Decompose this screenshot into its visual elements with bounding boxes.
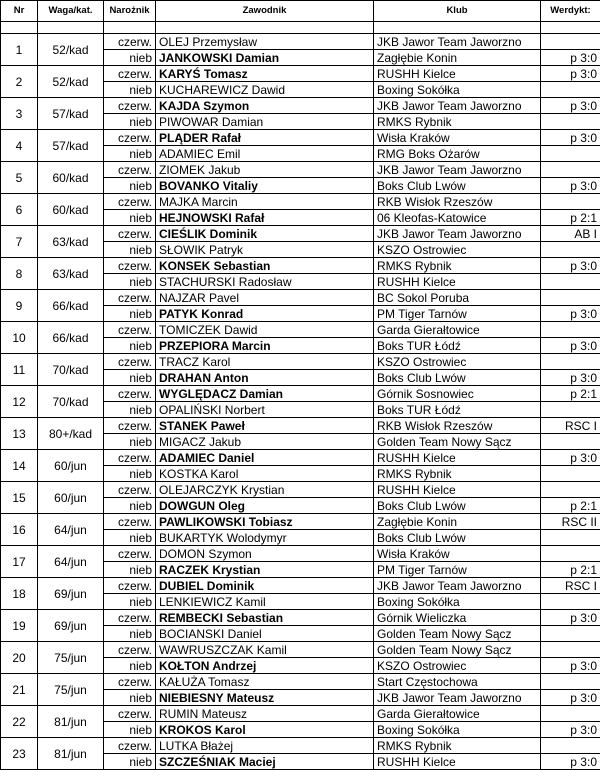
club-name: JKB Jawor Team Jaworzno <box>374 34 541 50</box>
bouts-body <box>1 34 600 770</box>
spacer-cell <box>1 22 38 34</box>
bout-number: 4 <box>1 130 38 162</box>
fighter-name: MIGACZ Jakub <box>156 434 374 450</box>
club-name: PM Tiger Tarnów <box>374 562 541 578</box>
bout-row-red <box>1 162 600 178</box>
fighter-name: TRACZ Karol <box>156 354 374 370</box>
weight-category: 60/jun <box>38 482 104 514</box>
verdict-value <box>541 594 600 610</box>
verdict-value: p 3:0 <box>541 338 600 354</box>
fighter-name: KOŁTON Andrzej <box>156 658 374 674</box>
club-name: Golden Team Nowy Sącz <box>374 642 541 658</box>
club-name: RMKS Rybnik <box>374 258 541 274</box>
fighter-name: NIEBIESNY Mateusz <box>156 690 374 706</box>
weight-category: 63/kad <box>38 258 104 290</box>
fighter-name: STACHURSKI Radosław <box>156 274 374 290</box>
corner-label: czerw. <box>104 34 156 50</box>
weight-category: 60/jun <box>38 450 104 482</box>
club-name: PM Tiger Tarnów <box>374 306 541 322</box>
fighter-name: DRAHAN Anton <box>156 370 374 386</box>
corner-label: czerw. <box>104 642 156 658</box>
club-name: 06 Kleofas-Katowice <box>374 210 541 226</box>
corner-label: nieb <box>104 242 156 258</box>
club-name: JKB Jawor Team Jaworzno <box>374 98 541 114</box>
club-name: Zagłębie Konin <box>374 514 541 530</box>
fighter-name: BOCIANSKI Daniel <box>156 626 374 642</box>
verdict-value <box>541 146 600 162</box>
fighter-name: NAJZAR Pavel <box>156 290 374 306</box>
verdict-value <box>541 114 600 130</box>
verdict-value <box>541 402 600 418</box>
corner-label: czerw. <box>104 98 156 114</box>
corner-label: czerw. <box>104 450 156 466</box>
fighter-name: SŁOWIK Patryk <box>156 242 374 258</box>
weight-category: 69/jun <box>38 578 104 610</box>
verdict-value <box>541 242 600 258</box>
verdict-value <box>541 674 600 690</box>
bout-row-red <box>1 130 600 146</box>
verdict-value: p 3:0 <box>541 66 600 82</box>
club-name: RKB Wisłok Rzeszów <box>374 418 541 434</box>
weight-category: 63/kad <box>38 226 104 258</box>
corner-label: nieb <box>104 594 156 610</box>
corner-label: czerw. <box>104 386 156 402</box>
bout-number: 14 <box>1 450 38 482</box>
verdict-value: p 3:0 <box>541 178 600 194</box>
club-name: RUSHH Kielce <box>374 274 541 290</box>
corner-label: nieb <box>104 370 156 386</box>
bout-row-red <box>1 546 600 562</box>
header-corner: Narożnik <box>104 1 156 22</box>
verdict-value <box>541 626 600 642</box>
weight-category: 66/kad <box>38 322 104 354</box>
verdict-value: AB I <box>541 226 600 242</box>
fighter-name: DUBIEL Dominik <box>156 578 374 594</box>
corner-label: nieb <box>104 466 156 482</box>
bout-row-red <box>1 738 600 754</box>
verdict-value <box>541 434 600 450</box>
corner-label: czerw. <box>104 130 156 146</box>
bout-number: 1 <box>1 34 38 66</box>
club-name: Górnik Sosnowiec <box>374 386 541 402</box>
bout-number: 10 <box>1 322 38 354</box>
spacer-cell <box>156 22 374 34</box>
club-name: Golden Team Nowy Sącz <box>374 626 541 642</box>
club-name: RUSHH Kielce <box>374 66 541 82</box>
spacer-cell <box>104 22 156 34</box>
club-name: JKB Jawor Team Jaworzno <box>374 690 541 706</box>
fighter-name: KROKOS Karol <box>156 722 374 738</box>
weight-category: 75/jun <box>38 674 104 706</box>
corner-label: nieb <box>104 530 156 546</box>
verdict-value: p 3:0 <box>541 370 600 386</box>
weight-category: 60/kad <box>38 194 104 226</box>
spacer-cell <box>541 22 600 34</box>
verdict-value <box>541 482 600 498</box>
club-name: Boks Club Lwów <box>374 370 541 386</box>
verdict-value: p 2:1 <box>541 562 600 578</box>
corner-label: nieb <box>104 274 156 290</box>
club-name: Garda Gierałtowice <box>374 706 541 722</box>
club-name: Boxing Sokółka <box>374 594 541 610</box>
corner-label: nieb <box>104 210 156 226</box>
header-club: Klub <box>374 1 541 22</box>
verdict-value: p 3:0 <box>541 98 600 114</box>
corner-label: czerw. <box>104 706 156 722</box>
bout-number: 8 <box>1 258 38 290</box>
club-name: Zagłębie Konin <box>374 50 541 66</box>
club-name: Górnik Wieliczka <box>374 610 541 626</box>
bout-number: 12 <box>1 386 38 418</box>
verdict-value: RSC I <box>541 578 600 594</box>
club-name: JKB Jawor Team Jaworzno <box>374 162 541 178</box>
verdict-value: p 3:0 <box>541 610 600 626</box>
bout-number: 21 <box>1 674 38 706</box>
club-name: JKB Jawor Team Jaworzno <box>374 226 541 242</box>
club-name: KSZO Ostrowiec <box>374 354 541 370</box>
weight-category: 81/jun <box>38 738 104 770</box>
bout-number: 17 <box>1 546 38 578</box>
fighter-name: KARYŚ Tomasz <box>156 66 374 82</box>
fighter-name: DOMON Szymon <box>156 546 374 562</box>
corner-label: czerw. <box>104 546 156 562</box>
fighter-name: WAWRUSZCZAK Kamil <box>156 642 374 658</box>
verdict-value: p 3:0 <box>541 306 600 322</box>
bout-row-red <box>1 290 600 306</box>
fighter-name: OLEJ Przemysław <box>156 34 374 50</box>
corner-label: czerw. <box>104 578 156 594</box>
verdict-value <box>541 274 600 290</box>
bout-number: 3 <box>1 98 38 130</box>
fighter-name: PAWLIKOWSKI Tobiasz <box>156 514 374 530</box>
club-name: Boks TUR Łódź <box>374 402 541 418</box>
bout-number: 11 <box>1 354 38 386</box>
verdict-value <box>541 530 600 546</box>
fighter-name: RUMIN Mateusz <box>156 706 374 722</box>
spacer-cell <box>374 22 541 34</box>
fighter-name: HEJNOWSKI Rafał <box>156 210 374 226</box>
club-name: Wisła Kraków <box>374 130 541 146</box>
club-name: RUSHH Kielce <box>374 754 541 770</box>
fighter-name: RACZEK Krystian <box>156 562 374 578</box>
corner-label: nieb <box>104 402 156 418</box>
verdict-value: p 3:0 <box>541 658 600 674</box>
verdict-value <box>541 162 600 178</box>
corner-label: czerw. <box>104 418 156 434</box>
fighter-name: MAJKA Marcin <box>156 194 374 210</box>
fighter-name: LUTKA Błażej <box>156 738 374 754</box>
corner-label: nieb <box>104 146 156 162</box>
club-name: RUSHH Kielce <box>374 482 541 498</box>
bout-number: 18 <box>1 578 38 610</box>
verdict-value: p 3:0 <box>541 450 600 466</box>
corner-label: czerw. <box>104 162 156 178</box>
fighter-name: LENKIEWICZ Kamil <box>156 594 374 610</box>
club-name: KSZO Ostrowiec <box>374 658 541 674</box>
bout-row-red <box>1 258 600 274</box>
bout-number: 5 <box>1 162 38 194</box>
corner-label: nieb <box>104 562 156 578</box>
corner-label: czerw. <box>104 290 156 306</box>
verdict-value: p 3:0 <box>541 754 600 770</box>
verdict-value <box>541 34 600 50</box>
bout-row-red <box>1 98 600 114</box>
corner-label: nieb <box>104 626 156 642</box>
bout-row-red <box>1 322 600 338</box>
bout-number: 13 <box>1 418 38 450</box>
fighter-name: KAŁUŻA Tomasz <box>156 674 374 690</box>
verdict-value <box>541 322 600 338</box>
fighter-name: BUKARTYK Wolodymyr <box>156 530 374 546</box>
bout-row-red <box>1 450 600 466</box>
verdict-value <box>541 82 600 98</box>
verdict-value: p 3:0 <box>541 50 600 66</box>
verdict-value <box>541 354 600 370</box>
bout-row-red <box>1 578 600 594</box>
verdict-value: p 2:1 <box>541 210 600 226</box>
bout-row-red <box>1 482 600 498</box>
header-weight: Waga/kat. <box>38 1 104 22</box>
verdict-value <box>541 194 600 210</box>
fighter-name: BOVANKO Vitaliy <box>156 178 374 194</box>
corner-label: czerw. <box>104 258 156 274</box>
fighter-name: KONSEK Sebastian <box>156 258 374 274</box>
club-name: KSZO Ostrowiec <box>374 242 541 258</box>
fighter-name: STANEK Paweł <box>156 418 374 434</box>
bout-row-red <box>1 514 600 530</box>
bout-row-red <box>1 386 600 402</box>
verdict-value: p 3:0 <box>541 258 600 274</box>
bout-row-red <box>1 418 600 434</box>
club-name: Boks Club Lwów <box>374 178 541 194</box>
corner-label: nieb <box>104 658 156 674</box>
fighter-name: KOSTKA Karol <box>156 466 374 482</box>
verdict-value <box>541 546 600 562</box>
fighter-name: DOWGUN Oleg <box>156 498 374 514</box>
club-name: Garda Gierałtowice <box>374 322 541 338</box>
spacer-cell <box>38 22 104 34</box>
weight-category: 69/jun <box>38 610 104 642</box>
corner-label: nieb <box>104 498 156 514</box>
verdict-value <box>541 466 600 482</box>
bout-number: 6 <box>1 194 38 226</box>
header-verdict: Werdykt: <box>541 1 600 22</box>
bout-number: 2 <box>1 66 38 98</box>
fighter-name: PLĄDER Rafał <box>156 130 374 146</box>
verdict-value <box>541 290 600 306</box>
weight-category: 80+/kad <box>38 418 104 450</box>
corner-label: czerw. <box>104 674 156 690</box>
club-name: Start Częstochowa <box>374 674 541 690</box>
bout-row-red <box>1 642 600 658</box>
club-name: RMKS Rybnik <box>374 738 541 754</box>
fighter-name: KUCHAREWICZ Dawid <box>156 82 374 98</box>
bout-number: 19 <box>1 610 38 642</box>
verdict-value: RSC II <box>541 514 600 530</box>
corner-label: nieb <box>104 82 156 98</box>
bout-row-red <box>1 66 600 82</box>
club-name: BC Sokol Poruba <box>374 290 541 306</box>
corner-label: nieb <box>104 722 156 738</box>
weight-category: 64/jun <box>38 546 104 578</box>
verdict-value <box>541 706 600 722</box>
corner-label: czerw. <box>104 226 156 242</box>
spacer-row <box>1 22 600 34</box>
club-name: RMG Boks Ożarów <box>374 146 541 162</box>
bout-number: 20 <box>1 642 38 674</box>
club-name: Boxing Sokółka <box>374 82 541 98</box>
corner-label: nieb <box>104 434 156 450</box>
corner-label: czerw. <box>104 482 156 498</box>
bout-row-red <box>1 194 600 210</box>
club-name: Wisła Kraków <box>374 546 541 562</box>
club-name: JKB Jawor Team Jaworzno <box>374 578 541 594</box>
corner-label: czerw. <box>104 322 156 338</box>
club-name: Boks Club Lwów <box>374 498 541 514</box>
corner-label: czerw. <box>104 738 156 754</box>
corner-label: nieb <box>104 306 156 322</box>
bout-number: 7 <box>1 226 38 258</box>
verdict-value: p 3:0 <box>541 130 600 146</box>
club-name: RUSHH Kielce <box>374 450 541 466</box>
header-fighter: Zawodnik <box>156 1 374 22</box>
weight-category: 81/jun <box>38 706 104 738</box>
corner-label: nieb <box>104 338 156 354</box>
club-name: Boxing Sokółka <box>374 722 541 738</box>
weight-category: 75/jun <box>38 642 104 674</box>
fighter-name: OPALIŃSKI Norbert <box>156 402 374 418</box>
bout-row-red <box>1 674 600 690</box>
fighter-name: PIWOWAR Damian <box>156 114 374 130</box>
verdict-value <box>541 642 600 658</box>
corner-label: czerw. <box>104 194 156 210</box>
weight-category: 52/kad <box>38 34 104 66</box>
fighter-name: JANKOWSKI Damian <box>156 50 374 66</box>
weight-category: 52/kad <box>38 66 104 98</box>
corner-label: czerw. <box>104 514 156 530</box>
fighter-name: ADAMIEC Emil <box>156 146 374 162</box>
fighter-name: TOMICZEK Dawid <box>156 322 374 338</box>
corner-label: nieb <box>104 178 156 194</box>
corner-label: czerw. <box>104 610 156 626</box>
corner-label: nieb <box>104 114 156 130</box>
corner-label: czerw. <box>104 66 156 82</box>
verdict-value: p 3:0 <box>541 722 600 738</box>
corner-label: nieb <box>104 50 156 66</box>
bout-number: 23 <box>1 738 38 770</box>
bout-number: 15 <box>1 482 38 514</box>
weight-category: 60/kad <box>38 162 104 194</box>
fighter-name: SZCZEŚNIAK Maciej <box>156 754 374 770</box>
club-name: Boks TUR Łódź <box>374 338 541 354</box>
bout-row-red <box>1 610 600 626</box>
weight-category: 70/kad <box>38 354 104 386</box>
club-name: RMKS Rybnik <box>374 114 541 130</box>
bout-row-red <box>1 34 600 50</box>
club-name: RMKS Rybnik <box>374 466 541 482</box>
weight-category: 64/jun <box>38 514 104 546</box>
fighter-name: REMBECKI Sebastian <box>156 610 374 626</box>
verdict-value: p 2:1 <box>541 386 600 402</box>
corner-label: nieb <box>104 754 156 770</box>
corner-label: czerw. <box>104 354 156 370</box>
bout-number: 16 <box>1 514 38 546</box>
header-nr: Nr <box>1 1 38 22</box>
weight-category: 57/kad <box>38 98 104 130</box>
verdict-value <box>541 738 600 754</box>
header-row <box>1 1 600 22</box>
fighter-name: ZIOMEK Jakub <box>156 162 374 178</box>
verdict-value: p 2:1 <box>541 498 600 514</box>
fighter-name: OLEJARCZYK Krystian <box>156 482 374 498</box>
fighter-name: WYGLĘDACZ Damian <box>156 386 374 402</box>
weight-category: 57/kad <box>38 130 104 162</box>
bout-row-red <box>1 706 600 722</box>
bout-number: 9 <box>1 290 38 322</box>
weight-category: 70/kad <box>38 386 104 418</box>
corner-label: nieb <box>104 690 156 706</box>
verdict-value: RSC I <box>541 418 600 434</box>
fighter-name: PRZEPIORA Marcin <box>156 338 374 354</box>
fighter-name: KAJDA Szymon <box>156 98 374 114</box>
club-name: Boks Club Lwów <box>374 530 541 546</box>
fighter-name: CIEŚLIK Dominik <box>156 226 374 242</box>
fighter-name: PATYK Konrad <box>156 306 374 322</box>
verdict-value: p 3:0 <box>541 690 600 706</box>
bout-number: 22 <box>1 706 38 738</box>
weight-category: 66/kad <box>38 290 104 322</box>
bout-row-red <box>1 226 600 242</box>
club-name: RKB Wisłok Rzeszów <box>374 194 541 210</box>
club-name: Golden Team Nowy Sącz <box>374 434 541 450</box>
fighter-name: ADAMIEC Daniel <box>156 450 374 466</box>
bout-row-red <box>1 354 600 370</box>
